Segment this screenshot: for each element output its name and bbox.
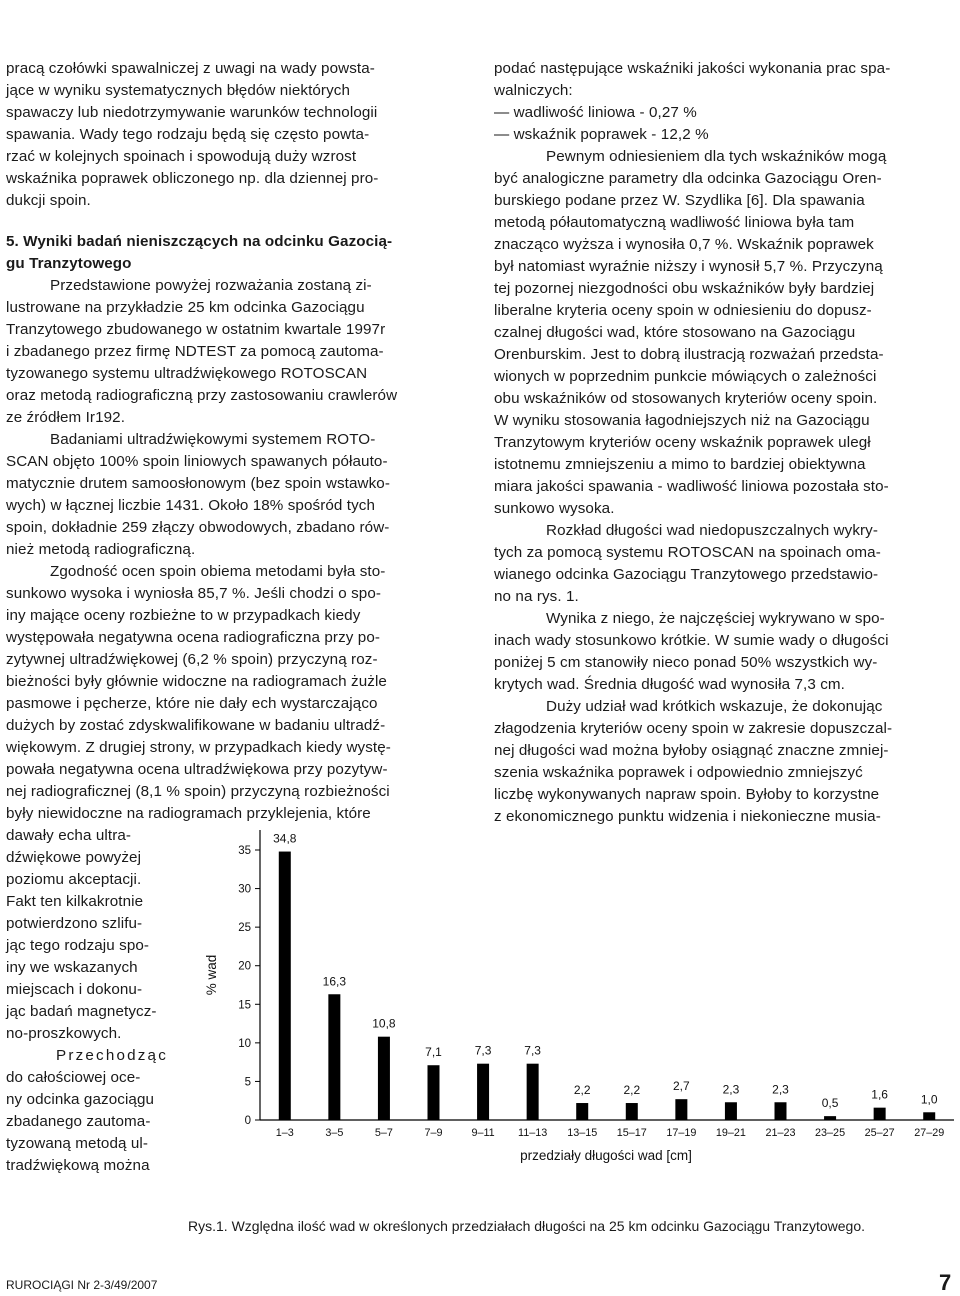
text-line: szenia wskaźnika poprawek i odpowiednio zmniejszyć	[494, 764, 863, 781]
text-line: W wyniku stosowania łagodniejszych niż na Gazociągu	[494, 412, 870, 429]
text-line: burskiego podane przez W. Szydlika [6]. Dla spawania	[494, 192, 865, 209]
y-tick-label: 10	[238, 1037, 251, 1050]
text-line: z ekonomicznego punktu widzenia i niekonieczne musia-	[494, 808, 881, 825]
x-tick-label: 3–5	[325, 1127, 344, 1139]
text-line: obu wskaźników od stosowanych kryteriów oceny spoin.	[494, 390, 878, 407]
text-line: wionych w poprzednim punkcie mówiących o zależności	[494, 368, 877, 385]
x-tick-label: 5–7	[374, 1127, 393, 1139]
x-tick-label: 21–23	[765, 1127, 796, 1139]
bar-value-label: 2,3	[722, 1082, 740, 1097]
bar-value-label: 7,3	[474, 1043, 492, 1058]
bar-value-label: 7,3	[524, 1043, 541, 1058]
x-tick-label: 25–27	[864, 1127, 895, 1139]
bar-27–29	[923, 1112, 935, 1120]
text-line: pracą czołówki spawalniczej z uwagi na wady powsta-	[6, 60, 375, 77]
text-line: poniżej 5 cm stanowiły nieco ponad 50% wszystkich wy-	[494, 654, 878, 671]
text-line: wskaźnika poprawek obliczonego np. dla dziennej pro-	[6, 170, 379, 187]
text-line: do całościowej oce-	[6, 1069, 141, 1086]
y-tick-label: 5	[244, 1076, 251, 1089]
text-line: spawaczy lub niedotrzymywanie warunków technologii	[6, 104, 378, 121]
x-tick-label: 1–3	[275, 1127, 294, 1139]
text-line: jąc badań magnetycz-	[6, 1003, 157, 1020]
text-line: iny mające oceny rozbieżne to w przypadkach kiedy	[6, 607, 361, 624]
x-tick-label: 7–9	[424, 1127, 443, 1139]
text-line: dukcji spoin.	[6, 192, 91, 209]
text-line: matycznie drutem samoosłonowym (bez spoin wstawko-	[6, 475, 390, 492]
text-line: Tranzytowego zbudowanego w ostatnim kwartale 1997r	[6, 321, 386, 338]
text-line: Tranzytowym kryteriów oceny wskaźnik poprawek uległ	[494, 434, 871, 451]
text-line: tyzowanego systemu ultradźwiękowego ROTOSCAN	[6, 365, 368, 382]
x-tick-label: 23–25	[815, 1127, 846, 1139]
text-line: sunkowo wysoka i wyniosła 85,7 %. Jeśli chodzi o spo-	[6, 585, 382, 602]
bar-17–19	[675, 1099, 687, 1120]
text-line: lustrowane na przykładzie 25 km odcinka Gazociągu	[6, 299, 365, 316]
text-line: znacząco wyższa i wynosiła 0,7 %. Wskaźnik poprawek	[494, 236, 874, 253]
section-heading: gu Tranzytowego	[6, 255, 132, 272]
text-line: ze źródłem Ir192.	[6, 409, 126, 426]
text-line: podać następujące wskaźniki jakości wykonania prac spa-	[494, 60, 891, 77]
y-tick-label: 15	[238, 999, 251, 1012]
text-line: wych) w łącznej liczbie 1431. Około 18% spośród tych	[6, 497, 376, 514]
text-line: Duży udział wad krótkich wskazuje, że dokonując	[546, 698, 883, 715]
bar-value-label: 1,0	[920, 1092, 938, 1107]
y-tick-label: 0	[244, 1115, 251, 1127]
text-line: liczbę wykonywanych napraw spoin. Byłoby to korzystne	[494, 786, 880, 803]
text-line: zbadanego zautoma-	[6, 1113, 151, 1130]
page-number: 7	[939, 1270, 952, 1295]
journal-footer: RUROCIĄGI Nr 2-3/49/2007	[6, 1278, 158, 1292]
y-tick-label: 25	[238, 922, 251, 935]
bar-23–25	[824, 1116, 836, 1120]
bar-value-label: 2,2	[573, 1083, 591, 1098]
x-tick-label: 11–13	[518, 1127, 548, 1139]
text-line: poziomu akceptacji.	[6, 871, 142, 888]
text-line: inach wady stosunkowo krótkie. W sumie wady o długości	[494, 632, 889, 649]
bar-19–21	[725, 1102, 737, 1120]
text-line: ny odcinka gazociągu	[6, 1091, 155, 1108]
y-tick-label: 20	[238, 960, 251, 973]
x-tick-label: 13–15	[567, 1127, 598, 1139]
text-line: były niewidoczne na radiogramach przyklejenia, które	[6, 805, 371, 822]
section-heading: 5. Wyniki badań nieniszczących na odcinku Gazocią-	[6, 233, 393, 250]
text-line: być analogiczne parametry dla odcinka Gazociągu Oren-	[494, 170, 882, 187]
x-tick-label: 27–29	[914, 1127, 945, 1139]
text-line: no-proszkowych.	[6, 1025, 122, 1042]
x-tick-label: 15–17	[616, 1127, 647, 1139]
bar-21–23	[775, 1102, 787, 1120]
bar-11–13	[527, 1064, 539, 1120]
text-line: Fakt ten kilkakrotnie	[6, 893, 144, 910]
text-line: rzać w kolejnych spoinach i spowodują duży wzrost	[6, 148, 357, 165]
text-line: Orenburskim. Jest to dobrą ilustracją rozważań przedsta-	[494, 346, 884, 363]
y-tick-label: 35	[238, 845, 251, 857]
bar-value-label: 1,6	[871, 1087, 888, 1102]
bar-5–7	[378, 1037, 390, 1120]
text-line: tradźwiękową można	[6, 1157, 150, 1174]
text-line: Przedstawione powyżej rozważania zostaną zi-	[50, 277, 372, 294]
text-line: wianego odcinka Gazociągu Tranzytowego przedstawio-	[494, 566, 879, 583]
chart-marks	[238, 832, 944, 1139]
text-line: nież metodą radiograficzną.	[6, 541, 196, 558]
bar-9–11	[477, 1064, 489, 1120]
text-line: powała negatywna ocena ultradźwiękowa przy pozytyw-	[6, 761, 388, 778]
text-line: walniczych:	[494, 82, 573, 99]
bar-1–3	[279, 852, 291, 1120]
text-line: złagodzenia kryteriów oceny spoin w zakresie dopuszczal-	[494, 720, 893, 737]
text-line: dawały echa ultra-	[6, 827, 132, 844]
text-line: bieżności były głównie widoczne na radiogramach żużle	[6, 673, 387, 690]
text-line: Przechodząc	[56, 1047, 168, 1064]
text-line: miejscach i dokonu-	[6, 981, 143, 998]
text-line: tych za pomocą systemu ROTOSCAN na spoinach oma-	[494, 544, 881, 561]
text-line: no na rys. 1.	[494, 588, 579, 605]
bar-value-label: 10,8	[372, 1016, 396, 1031]
bar-13–15	[576, 1103, 588, 1120]
text-line: sunkowo wysoka.	[494, 500, 615, 517]
text-line: dźwiękowe powyżej	[6, 849, 142, 866]
text-line: czalnej długości wad, które stosowano na Gazociągu	[494, 324, 856, 341]
text-line: jące w wyniku systematycznych błędów niektórych	[6, 82, 351, 99]
text-line: Rozkład długości wad niedopuszczalnych wykry-	[546, 522, 879, 539]
bar-value-label: 34,8	[273, 831, 297, 846]
text-line: nej radiograficznej (8,1 % spoin) przyczyną rozbieżności	[6, 783, 390, 800]
text-line: nej długości wad można byłoby osiągnąć znaczne zmniej-	[494, 742, 889, 759]
text-line: był natomiast wyraźnie niższy i wynosił 5,7 %. Przyczyną	[494, 258, 883, 275]
text-line: Wynika z niego, że najczęściej wykrywano w spo-	[546, 610, 885, 627]
bar-7–9	[428, 1065, 440, 1120]
text-line: jąc tego rodzaju spo-	[6, 937, 150, 954]
x-tick-label: 9–11	[471, 1127, 495, 1139]
text-line: metodą półautomatyczną wadliwość liniowa była tam	[494, 214, 855, 231]
bar-value-label: 7,1	[425, 1045, 442, 1060]
x-axis-title: przedziały długości wad [cm]	[520, 1148, 692, 1163]
text-line: zytywnej ultradźwiękowej (6,2 % spoin) przyczyną roz-	[6, 651, 378, 668]
text-line: i zbadanego przez firmę NDTEST za pomocą zautoma-	[6, 343, 384, 360]
text-line: tej pozornej niezgodności obu wskaźników były bardziej	[494, 280, 875, 297]
y-axis-title: % wad	[204, 954, 219, 996]
text-line: SCAN objęto 100% spoin liniowych spawanych półauto-	[6, 453, 388, 470]
y-tick-label: 30	[238, 883, 251, 896]
bar-value-label: 2,7	[673, 1079, 690, 1094]
bar-value-label: 0,5	[821, 1096, 839, 1111]
text-line: liberalne kryteria oceny spoin w odniesieniu do dopusz-	[494, 302, 872, 319]
text-line: pasmowe i pęcherze, które nie dały ech wystarczająco	[6, 695, 378, 712]
bar-value-label: 2,2	[623, 1083, 641, 1098]
list-item: — wskaźnik poprawek - 12,2 %	[494, 126, 709, 143]
text-line: Pewnym odniesieniem dla tych wskaźników mogą	[546, 148, 887, 165]
text-line: istotnemu zmniejszeniu a mimo to bardziej obiektywna	[494, 456, 866, 473]
x-tick-label: 19–21	[715, 1127, 746, 1139]
text-line: potwierdzono szlifu-	[6, 915, 143, 932]
x-tick-label: 17–19	[666, 1127, 697, 1139]
bar-value-label: 16,3	[322, 974, 347, 989]
text-line: spawania. Wady tego rodzaju będą się często powta-	[6, 126, 370, 143]
text-line: spoin, dokładnie 259 złączy obwodowych, zbadano rów-	[6, 519, 390, 536]
figure-caption: Rys.1. Względna ilość wad w określonych przedziałach długości na 25 km odcinku Gazociągu Tranzytowego.	[188, 1218, 866, 1234]
list-item: — wadliwość liniowa - 0,27 %	[494, 104, 697, 121]
text-line: iny we wskazanych	[6, 959, 138, 976]
text-line: dużych by zostać zdyskwalifikowane w badaniu ultradź-	[6, 717, 386, 734]
bar-chart	[196, 820, 960, 1190]
text-line: występowała negatywna ocena radiograficzna przy po-	[6, 629, 381, 646]
text-line: oraz metodą radiograficzną przy zastosowaniu crawlerów	[6, 387, 398, 404]
bar-3–5	[328, 994, 340, 1120]
bar-value-label: 2,3	[772, 1082, 789, 1097]
bar-25–27	[874, 1108, 886, 1120]
text-line: Zgodność ocen spoin obiema metodami była sto-	[50, 563, 386, 580]
text-line: miara jakości spawania - wadliwość liniowa pozostała sto-	[494, 478, 889, 495]
text-line: krytych wad. Średnia długość wad wynosiła 7,3 cm.	[494, 676, 845, 693]
text-line: więkowym. Z drugiej strony, w przypadkach kiedy wystę-	[6, 739, 391, 756]
bar-15–17	[626, 1103, 638, 1120]
text-line: tyzowaną metodą ul-	[6, 1135, 149, 1152]
text-line: Badaniami ultradźwiękowymi systemem ROTO-	[50, 431, 376, 448]
